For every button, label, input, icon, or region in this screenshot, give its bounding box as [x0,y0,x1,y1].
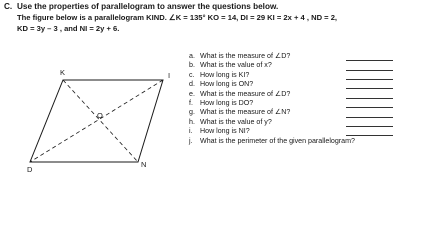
question-item [189,52,355,61]
question-letter: g. [189,108,195,117]
question-letter: j. [189,136,193,145]
question-item [189,99,355,108]
vertex-label-d: D [27,165,33,174]
question-text: How long is NI? [200,127,250,136]
question-item [189,118,355,127]
question-text: How long is KI? [200,70,250,79]
question-letter: e. [189,89,195,98]
question-letter: i. [189,127,193,136]
question-letter: a. [189,52,195,60]
vertex-label-k: K [60,68,66,77]
question-text: What is the perimeter of the given parallelogram? [200,136,355,145]
question-item [189,61,355,70]
problem-given-line-2: KD = 3y – 3 , and NI = 2y + 6. [17,24,120,33]
question-item [189,90,355,99]
question-list [189,52,355,146]
question-text: What is the measure of ∠D? [200,89,291,98]
question-item [189,127,355,136]
question-letter: d. [189,80,195,89]
parallelogram-figure [0,0,200,177]
question-text: How long is ON? [200,80,254,89]
question-item [189,137,355,146]
question-text: What is the value of y? [200,117,272,126]
question-text: What is the measure of ∠N? [200,108,291,117]
problem-number: C. [4,2,13,11]
problem-instruction: Use the properties of parallelogram to answer the questions below. [17,2,279,11]
question-letter: h. [189,117,195,126]
diagonal-k-to-n [63,80,138,162]
question-item [189,108,355,117]
vertex-label-i: I [168,71,171,80]
question-item [189,80,355,89]
diagonal-ki-to-d [30,80,163,162]
problem-given-line-1: The figure below is a parallelogram KIND. ∠K = 135° KO = 14, DI = 29 KI = 2x + 4 , ND = 2, [17,13,338,22]
vertex-label-n: N [141,160,147,169]
question-letter: f. [189,98,193,107]
question-letter: b. [189,61,195,70]
question-text: What is the measure of ∠D? [200,52,291,60]
question-text: How long is DO? [200,98,254,107]
center-label-o: O [97,111,103,120]
question-item [189,71,355,80]
question-text: What is the value of x? [200,61,272,70]
question-letter: c. [189,70,195,79]
